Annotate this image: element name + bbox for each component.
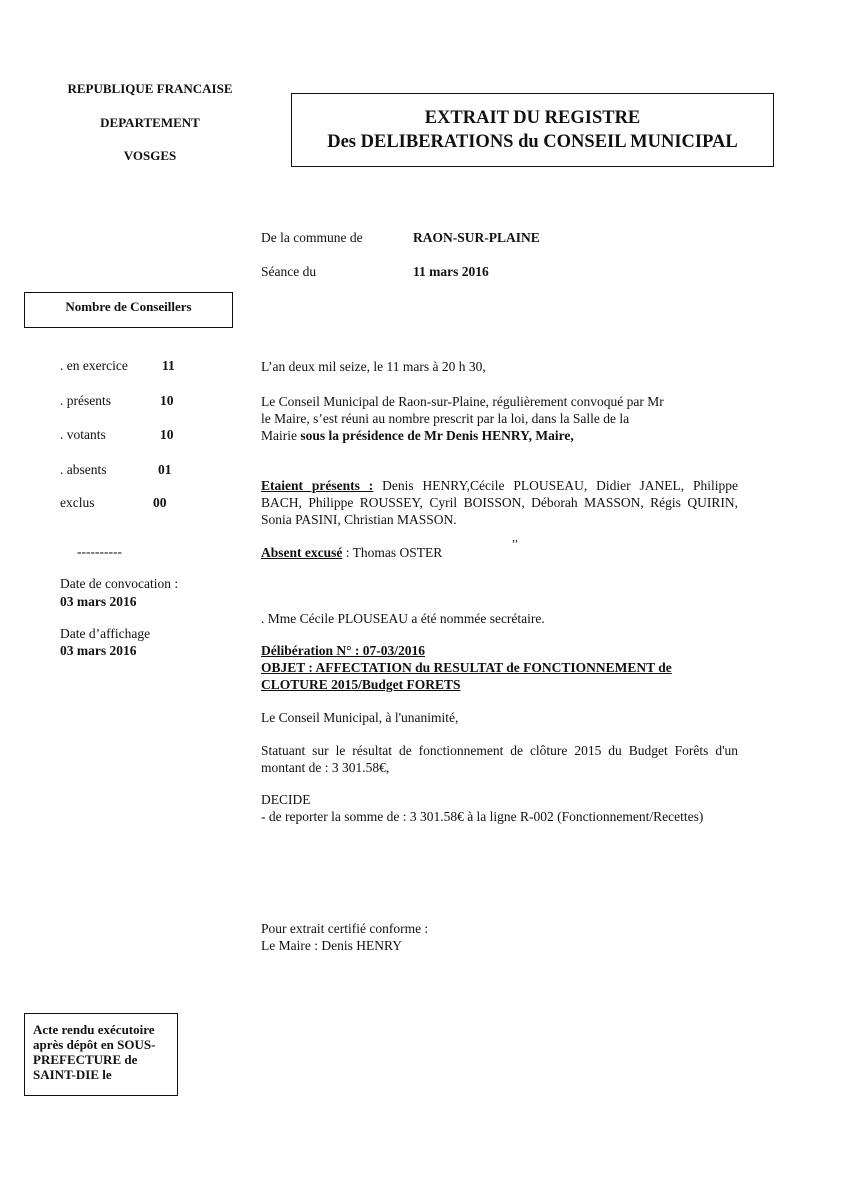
- counsellors-count-title: Nombre de Conseillers: [65, 299, 192, 314]
- presents-list: Denis HENRY,Cécile PLOUSEAU, Didier JANEL, Philippe BACH, Philippe ROUSSEY, Cyril BOISSON, Déborah MASSON, Régis QUIRIN, Sonia PASINI, Christian MASSON.: [261, 478, 738, 527]
- statuant-paragraph: Statuant sur le résultat de fonctionnement de clôture 2015 du Budget Forêts d'un montant de : 3 301.58€,: [261, 743, 738, 775]
- register-title-line2: Des DELIBERATIONS du CONSEIL MUNICIPAL: [327, 132, 738, 152]
- presidency-text: sous la présidence de Mr Denis HENRY, Maire,: [300, 428, 574, 443]
- count-separator: ----------: [77, 544, 122, 559]
- executory-act-box: [24, 1013, 178, 1096]
- acte-line-1: Acte rendu exécutoire: [33, 1022, 155, 1037]
- affichage-label: Date d’affichage: [60, 626, 151, 641]
- absent-line: [261, 544, 442, 561]
- stray-mark: ,,: [512, 530, 518, 544]
- count-label-votants: . votants: [60, 427, 106, 442]
- seance-date: 11 mars 2016: [413, 264, 489, 279]
- seance-label: Séance du: [261, 264, 317, 279]
- acte-line-3: PREFECTURE de: [33, 1052, 138, 1067]
- republic-heading: REPUBLIQUE FRANCAISE: [67, 81, 233, 96]
- commune-label: De la commune de: [261, 230, 363, 245]
- certified-line: Pour extrait certifié conforme :: [261, 921, 429, 936]
- department-name: VOSGES: [123, 148, 177, 163]
- mayor-signature-line: Le Maire : Denis HENRY: [261, 938, 402, 953]
- register-title-line1: EXTRAIT DU REGISTRE: [424, 108, 641, 128]
- acte-line-4: SAINT-DIE le: [33, 1067, 112, 1082]
- objet-line-1: [261, 659, 672, 676]
- decide-item: - de reporter la somme de : 3 301.58€ à la ligne R-002 (Fonctionnement/Recettes): [261, 809, 704, 824]
- register-title-box: [291, 93, 774, 167]
- commune-name: RAON-SUR-PLAINE: [413, 230, 540, 245]
- convocation-date: 03 mars 2016: [60, 594, 137, 609]
- count-value-votants: 10: [160, 427, 174, 442]
- count-value-exercice: 11: [162, 358, 175, 373]
- acte-line-2: après dépôt en SOUS-: [33, 1037, 156, 1052]
- count-label-exclus: exclus: [60, 495, 95, 510]
- count-value-exclus: 00: [153, 495, 167, 510]
- count-label-presents: . présents: [60, 393, 111, 408]
- count-value-absents: 01: [158, 462, 172, 477]
- count-label-absents: . absents: [60, 462, 107, 477]
- absent-label: Absent excusé: [261, 545, 343, 560]
- deliberation-number: Délibération N° : 07-03/2016: [261, 643, 426, 658]
- objet-text-1: AFFECTATION du RESULTAT de FONCTIONNEMENT de: [312, 660, 672, 675]
- secretary-line: . Mme Cécile PLOUSEAU a été nommée secrétaire.: [261, 611, 545, 626]
- decide-heading: DECIDE: [261, 792, 311, 807]
- objet-label: OBJET :: [261, 660, 313, 675]
- convocation-line-2: le Maire, s’est réuni au nombre prescrit par la loi, dans la Salle de la: [261, 411, 630, 426]
- convocation-label: Date de convocation :: [60, 576, 179, 591]
- convocation-line-3-start: Mairie: [261, 428, 301, 443]
- unanimity-line: Le Conseil Municipal, à l'unanimité,: [261, 710, 459, 725]
- department-label: DEPARTEMENT: [100, 115, 200, 130]
- presents-paragraph: [261, 477, 738, 528]
- convocation-line-1: Le Conseil Municipal de Raon-sur-Plaine, régulièrement convoqué par Mr: [261, 394, 664, 409]
- convocation-line-3: [261, 427, 574, 444]
- count-label-exercice: . en exercice: [60, 358, 128, 373]
- counsellors-count-box: [24, 292, 233, 328]
- intro-line: L’an deux mil seize, le 11 mars à 20 h 30,: [261, 359, 486, 374]
- presents-label: Etaient présents :: [261, 478, 374, 493]
- objet-line-2: CLOTURE 2015/Budget FORETS: [261, 677, 461, 692]
- affichage-date: 03 mars 2016: [60, 643, 137, 658]
- absent-name: : Thomas OSTER: [342, 545, 443, 560]
- count-value-presents: 10: [160, 393, 174, 408]
